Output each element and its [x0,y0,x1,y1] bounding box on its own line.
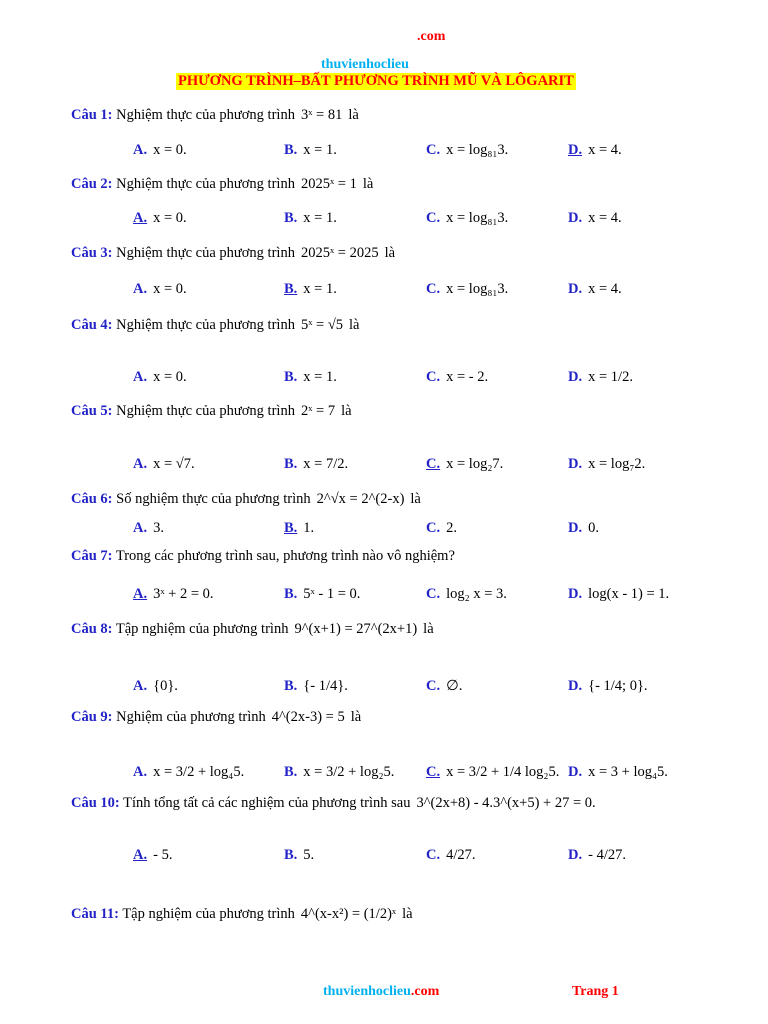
option-value: 2. [446,520,457,536]
option-letter: B. [284,586,298,602]
question-tail: là [402,906,413,922]
question-2 [71,176,373,193]
answer-option-c[interactable] [426,764,559,781]
answer-option-b[interactable] [284,142,337,159]
option-letter: A. [133,586,148,602]
answer-option-b[interactable] [284,764,394,781]
option-letter: B. [284,210,298,226]
answer-option-a[interactable] [133,678,178,695]
answer-option-d[interactable] [568,142,622,159]
question-equation: 2ˣ = 7 [300,403,336,419]
answer-option-d[interactable] [568,456,645,473]
option-letter: D. [568,210,583,226]
option-value: x = 3 + log₄5. [588,764,668,780]
option-letter: C. [426,456,441,472]
option-letter: A. [133,142,148,158]
question-text: Trong các phương trình sau, phương trình nào vô nghiệm? [115,548,455,564]
answer-option-a[interactable] [133,586,214,603]
question-label: Câu 9: [71,709,113,725]
option-letter: D. [568,847,583,863]
option-letter: B. [284,281,298,297]
question-label: Câu 7: [71,548,113,564]
answer-option-b[interactable] [284,456,348,473]
question-10 [71,795,602,812]
answer-option-a[interactable] [133,520,164,537]
option-letter: C. [426,678,441,694]
option-letter: D. [568,678,583,694]
option-value: {- 1/4; 0}. [588,678,648,694]
option-letter: A. [133,678,148,694]
footer-domain: .com [410,984,440,999]
answer-option-d[interactable] [568,764,668,781]
answer-option-c[interactable] [426,142,508,159]
question-7 [71,548,467,565]
answer-option-a[interactable] [133,142,187,159]
question-equation: 2025ˣ = 2025 [300,245,379,261]
option-letter: D. [568,281,583,297]
question-11 [71,906,413,923]
answer-option-b[interactable] [284,281,337,298]
option-letter: A. [133,369,148,385]
question-tail: là [341,403,352,419]
option-value: 0. [588,520,599,536]
question-text: Nghiệm của phương trình [116,709,266,725]
option-value: x = 3/2 + log₄5. [153,764,245,780]
option-value: x = - 2. [446,369,489,385]
question-label: Câu 6: [71,491,113,507]
option-letter: B. [284,142,298,158]
header-site-name: thuvienhoclieu [321,57,409,72]
option-value: x = 4. [588,210,622,226]
question-label: Câu 10: [71,795,120,811]
option-letter: A. [133,456,148,472]
option-value: x = log₈₁3. [446,281,509,297]
option-value: x = 7/2. [303,456,349,472]
question-text: Nghiệm thực của phương trình [116,107,295,123]
option-letter: B. [284,369,298,385]
option-value: 5. [303,847,315,863]
question-equation: 3ˣ = 81 [300,107,343,123]
option-letter: B. [284,520,298,536]
option-letter: D. [568,586,583,602]
option-letter: C. [426,586,441,602]
option-value: x = 1. [303,142,337,158]
answer-option-d[interactable] [568,520,599,537]
answer-option-d[interactable] [568,847,626,864]
answer-option-b[interactable] [284,369,337,386]
question-text: Nghiệm thực của phương trình [116,317,295,333]
option-letter: B. [284,678,298,694]
question-tail: là [348,107,359,123]
question-tail: là [349,317,360,333]
answer-option-b[interactable] [284,586,360,603]
option-letter: C. [426,281,441,297]
option-value: x = 0. [153,210,187,226]
option-value: 3ˣ + 2 = 0. [153,586,214,602]
option-value: - 4/27. [588,847,626,863]
answer-option-a[interactable] [133,847,172,864]
option-letter: A. [133,520,148,536]
option-value: x = 0. [153,142,187,158]
option-value: ∅. [446,678,463,694]
question-tail: là [384,245,396,261]
answer-option-c[interactable] [426,520,457,537]
option-value: x = 0. [153,281,187,297]
answer-option-a[interactable] [133,764,244,781]
option-letter: C. [426,520,441,536]
header-domain: .com [417,29,446,44]
option-value: x = 1. [303,210,337,226]
option-letter: C. [426,210,441,226]
option-letter: A. [133,764,148,780]
option-value: 4/27. [446,847,476,863]
footer-site: thuvienhoclieu [323,984,411,999]
question-equation: 4^(x-x²) = (1/2)ˣ [300,906,397,922]
option-value: x = log₈₁3. [446,210,509,226]
option-value: - 5. [153,847,173,863]
option-value: x = √7. [153,456,195,472]
answer-option-a[interactable] [133,369,187,386]
question-label: Câu 2: [71,176,113,192]
answer-option-c[interactable] [426,456,503,473]
question-3 [71,245,395,262]
question-text: Tính tổng tất cả các nghiệm của phương trình sau [123,795,411,811]
question-text: Nghiệm thực của phương trình [116,245,295,261]
option-letter: A. [133,281,148,297]
option-letter: D. [568,520,583,536]
option-letter: B. [284,764,298,780]
answer-option-d[interactable] [568,210,622,227]
answer-option-c[interactable] [426,369,488,386]
answer-option-c[interactable] [426,210,508,227]
question-tail: là [362,176,374,192]
option-value: x = 1/2. [588,369,633,385]
page-title: PHƯƠNG TRÌNH–BẤT PHƯƠNG TRÌNH MŨ VÀ LÔGARIT [178,73,574,89]
question-tail: là [410,491,421,507]
question-text: Tập nghiệm của phương trình [115,621,289,637]
option-value: log₂ x = 3. [446,586,507,602]
question-equation: 2^√x = 2^(2-x) [316,491,405,507]
question-text: Số nghiệm thực của phương trình [116,491,311,507]
answer-option-a[interactable] [133,210,187,227]
option-letter: C. [426,847,441,863]
question-equation: 5ˣ = √5 [300,317,344,333]
answer-option-d[interactable] [568,586,669,603]
answer-option-a[interactable] [133,281,187,298]
question-equation: 9^(x+1) = 27^(2x+1) [294,621,418,637]
question-4 [71,317,360,334]
page-number: Trang 1 [572,984,619,999]
answer-option-c[interactable] [426,847,476,864]
option-letter: B. [284,456,298,472]
option-value: x = 0. [153,369,187,385]
answer-option-b[interactable] [284,847,314,864]
option-letter: D. [568,142,583,158]
footer-brand [323,984,439,1000]
answer-option-b[interactable] [284,678,348,695]
question-label: Câu 5: [71,403,113,419]
question-1 [71,107,359,124]
option-letter: D. [568,456,583,472]
option-letter: D. [568,764,583,780]
option-letter: A. [133,210,148,226]
answer-option-b[interactable] [284,210,337,227]
option-value: x = 3/2 + log₂5. [303,764,395,780]
question-8 [71,621,434,638]
question-tail: là [350,709,362,725]
answer-option-c[interactable] [426,586,507,603]
question-equation: 2025ˣ = 1 [300,176,357,192]
option-value: 1. [303,520,315,536]
answer-option-d[interactable] [568,281,622,298]
question-equation: 3^(2x+8) - 4.3^(x+5) + 27 = 0. [416,795,596,811]
question-tail: là [423,621,434,637]
question-6 [71,491,421,508]
option-value: 5ˣ - 1 = 0. [303,586,361,602]
answer-option-a[interactable] [133,456,195,473]
option-value: x = 4. [588,142,622,158]
answer-option-c[interactable] [426,281,508,298]
option-letter: B. [284,847,298,863]
question-text: Tập nghiệm của phương trình [122,906,295,922]
question-5 [71,403,352,420]
option-value: {0}. [153,678,178,694]
option-value: x = 3/2 + 1/4 log₂5. [446,764,560,780]
answer-option-d[interactable] [568,369,633,386]
option-letter: D. [568,369,583,385]
answer-option-c[interactable] [426,678,462,695]
option-value: x = 4. [588,281,622,297]
option-value: log(x - 1) = 1. [588,586,670,602]
answer-option-b[interactable] [284,520,314,537]
option-letter: A. [133,847,148,863]
question-equation: 4^(2x-3) = 5 [271,709,345,725]
option-value: 3. [153,520,164,536]
question-label: Câu 1: [71,107,113,123]
question-label: Câu 4: [71,317,113,333]
question-9 [71,709,361,726]
option-value: x = 1. [303,281,337,297]
option-letter: C. [426,142,441,158]
option-value: x = log₇2. [588,456,646,472]
option-value: x = log₈₁3. [446,142,509,158]
option-value: {- 1/4}. [303,678,348,694]
question-label: Câu 11: [71,906,119,922]
question-label: Câu 3: [71,245,113,261]
option-value: x = 1. [303,369,337,385]
answer-option-d[interactable] [568,678,648,695]
question-text: Nghiệm thực của phương trình [116,403,295,419]
question-text: Nghiệm thực của phương trình [116,176,295,192]
option-value: x = log₂7. [446,456,504,472]
question-label: Câu 8: [71,621,113,637]
option-letter: C. [426,369,441,385]
option-letter: C. [426,764,441,780]
